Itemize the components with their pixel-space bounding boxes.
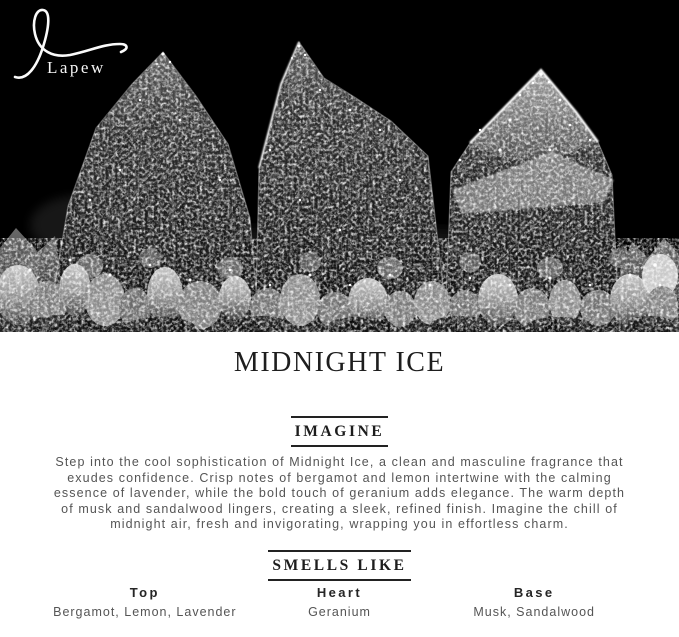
note-value-top: Bergamot, Lemon, Lavender (53, 604, 237, 619)
note-label-heart: Heart (316, 584, 363, 600)
smells-like-heading-wrap (0, 550, 679, 581)
product-title: MIDNIGHT ICE (233, 347, 446, 378)
logo-wordmark: Lapew (47, 58, 106, 77)
note-value-base: Musk, Sandalwood (473, 604, 595, 619)
fragrance-notes (48, 585, 632, 620)
note-column-top (48, 585, 243, 620)
imagine-heading-wrap (0, 416, 679, 447)
product-info (0, 346, 679, 620)
imagine-description: Step into the cool sophistication of Midnight Ice, a clean and masculine fragrance that exudes confidence. Crisp notes of bergamot and lemon intertwine with the calming essence of lavender, while the bold touch of geranium adds elegance. The warm depth of musk and sandalwood lingers, creating a sleek, refined finish. Imagine the chill of midnight air, fresh and invigorating, wrapping you in effortless charm. (53, 455, 626, 532)
note-column-heart (242, 585, 437, 620)
note-label-base: Base (513, 584, 555, 600)
imagine-heading: IMAGINE (291, 416, 389, 447)
note-label-top: Top (129, 584, 160, 600)
note-column-base (437, 585, 632, 620)
note-value-heart: Geranium (308, 604, 371, 619)
smells-like-heading: SMELLS LIKE (268, 550, 410, 581)
